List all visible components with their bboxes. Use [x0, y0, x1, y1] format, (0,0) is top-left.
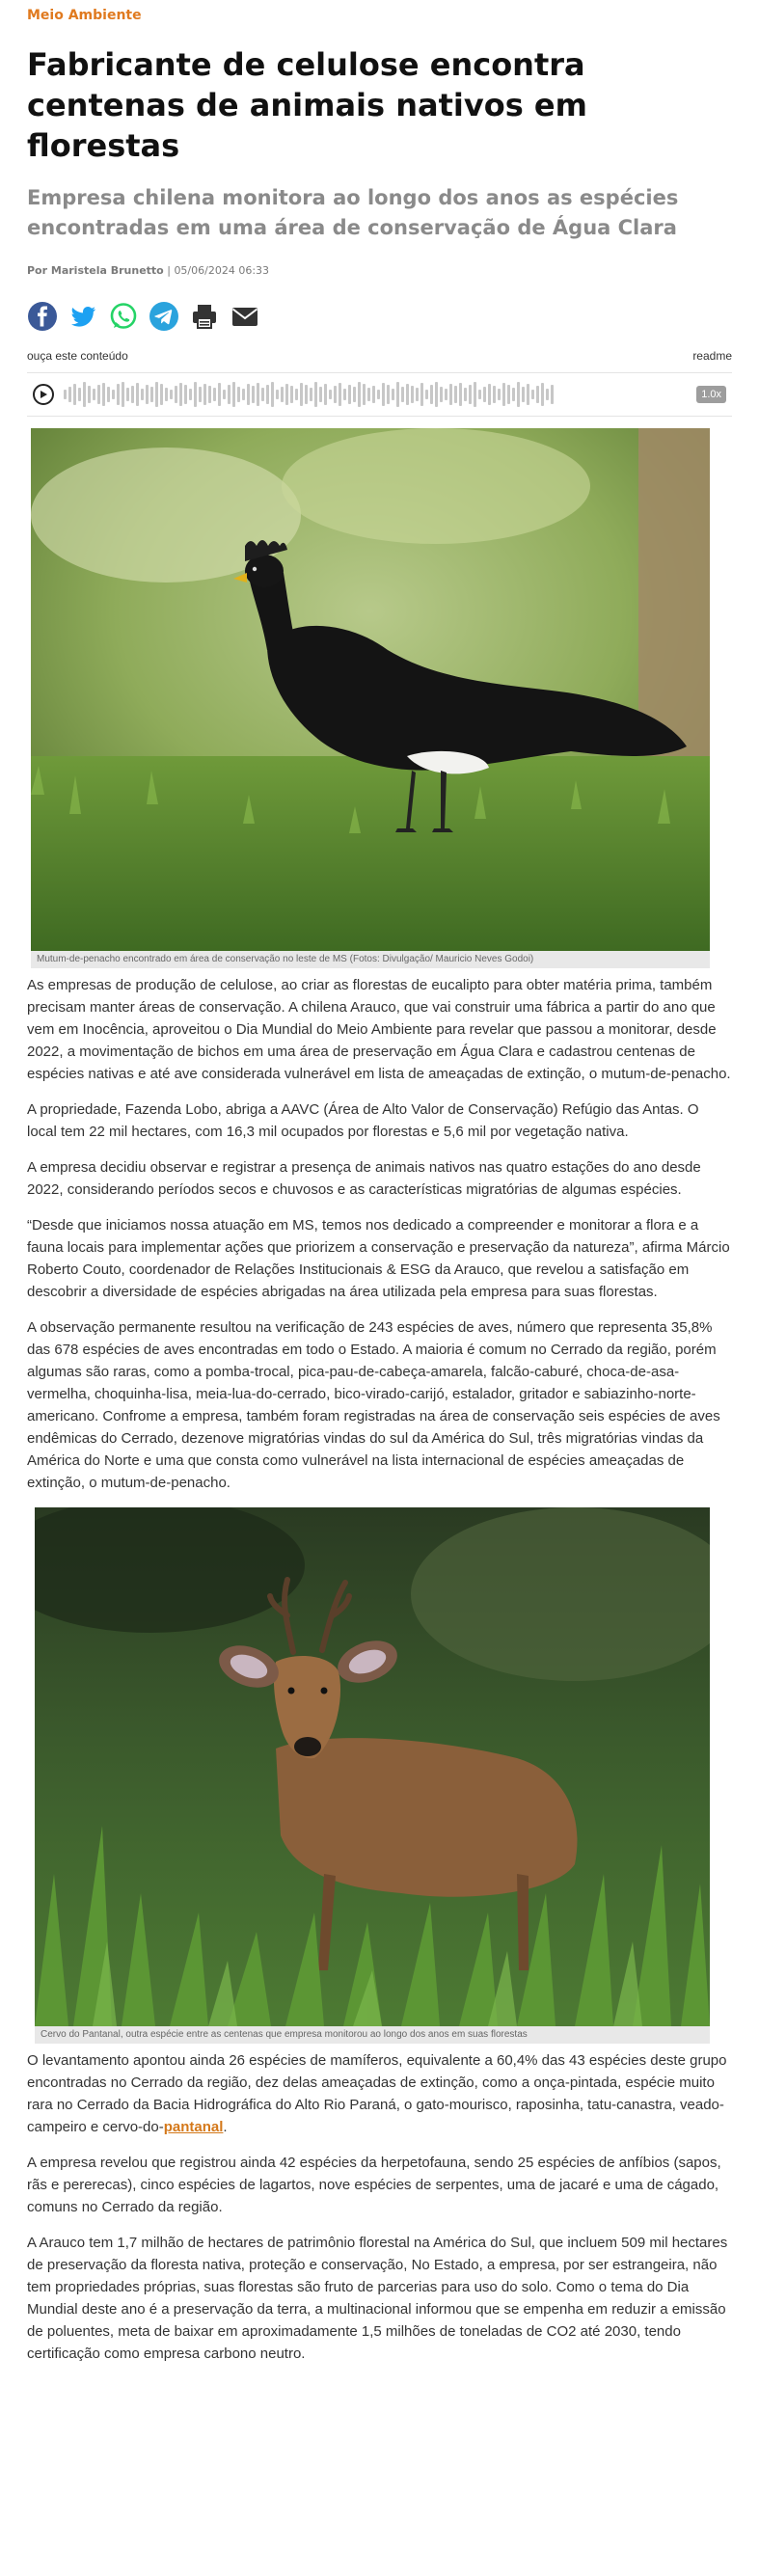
waveform-bar — [536, 386, 539, 403]
play-button[interactable] — [33, 384, 54, 405]
waveform-bar — [517, 382, 520, 407]
waveform-bar — [527, 384, 529, 405]
pantanal-link[interactable]: pantanal — [163, 2119, 224, 2135]
figure-deer — [35, 1507, 710, 2044]
waveform-bar — [367, 388, 370, 401]
twitter-icon[interactable] — [68, 301, 98, 332]
waveform-bar — [184, 385, 187, 404]
waveform-bar — [247, 384, 250, 405]
waveform-bar — [363, 384, 366, 405]
waveform-bar — [199, 387, 202, 402]
waveform-bar — [232, 382, 235, 407]
article-headline: Fabricante de celulose encontra centenas de animais nativos em florestas — [27, 46, 587, 164]
waveform-bar — [469, 385, 472, 404]
waveform-bar — [141, 389, 144, 400]
waveform-bar — [310, 388, 312, 401]
waveform-bar — [319, 387, 322, 402]
waveform-bar — [223, 390, 226, 399]
figure-bird — [31, 428, 710, 968]
telegram-icon[interactable] — [149, 301, 179, 332]
waveform-bar — [474, 382, 476, 407]
waveform-bar — [237, 387, 240, 402]
waveform-bar — [73, 384, 76, 405]
waveform-bar — [435, 382, 438, 407]
article-paragraph: A empresa decidiu observar e registrar a presença de animais nativos nas quatro estações do ano desde 2022, considerando períodos secos e chuvosos e as características migratórias de algumas espécies. — [27, 1159, 701, 1198]
waveform-bar — [160, 384, 163, 405]
waveform-bar — [541, 383, 544, 406]
waveform-bar — [372, 386, 375, 403]
waveform-bar — [213, 388, 216, 401]
article-paragraph: A propriedade, Fazenda Lobo, abriga a AAVC (Área de Alto Valor de Conservação) Refúgio das Antas. O local tem 22 mil hectares, com 16,3 mil ocupados por florestas e 5,6 mil por vegetação nativa. — [27, 1101, 699, 1140]
waveform-bar — [170, 390, 173, 399]
waveform-bar — [112, 390, 115, 399]
byline — [27, 264, 732, 280]
waveform-bar — [208, 386, 211, 403]
waveform-bar — [522, 387, 525, 402]
waveform-bar — [68, 387, 71, 402]
waveform-bar — [382, 383, 385, 406]
waveform-bar — [478, 390, 481, 399]
readme-brand[interactable]: readme — [692, 349, 732, 363]
waveform-bar — [189, 389, 192, 400]
waveform-bar — [411, 386, 414, 403]
byline-separator: | — [163, 264, 175, 277]
waveform-bar — [430, 385, 433, 404]
facebook-icon[interactable] — [27, 301, 58, 332]
waveform-bar — [392, 389, 394, 400]
email-icon[interactable] — [230, 301, 260, 332]
share-bar — [27, 299, 732, 334]
waveform-bar — [242, 389, 245, 400]
waveform-bar — [165, 388, 168, 401]
waveform-bar — [416, 388, 419, 401]
waveform-bar — [425, 390, 428, 399]
waveform-bar — [276, 390, 279, 399]
play-icon — [39, 390, 48, 399]
waveform-bar — [175, 386, 177, 403]
category-label[interactable]: Meio Ambiente — [27, 8, 142, 23]
waveform-bar — [401, 387, 404, 402]
waveform-bar — [107, 387, 110, 402]
waveform-bar — [88, 386, 91, 403]
waveform-bar — [131, 386, 134, 403]
waveform-bar — [102, 383, 105, 406]
waveform-bar — [146, 385, 149, 404]
bird-photo — [31, 428, 710, 951]
waveform-bar — [324, 384, 327, 405]
waveform-bar — [334, 386, 337, 403]
waveform-bar — [464, 388, 467, 401]
waveform-bar — [194, 382, 197, 407]
waveform-bar — [218, 383, 221, 406]
waveform-bar — [150, 387, 153, 402]
waveform-bar — [502, 383, 505, 406]
waveform-bar — [343, 389, 346, 400]
waveform-bar — [454, 386, 457, 403]
publish-date: 05/06/2024 06:33 — [174, 264, 270, 277]
waveform-bar — [285, 384, 288, 405]
waveform-bar — [155, 382, 158, 407]
waveform-bar — [64, 390, 67, 399]
waveform-bar — [295, 389, 298, 400]
waveform-bar — [483, 387, 486, 402]
waveform-bar — [203, 384, 206, 405]
waveform-bar — [551, 385, 554, 404]
waveform-bar — [252, 386, 255, 403]
waveform-bar — [459, 383, 462, 406]
figure-caption: Cervo do Pantanal, outra espécie entre as centenas que empresa monitorou ao longo dos anos em suas florestas — [35, 2026, 710, 2044]
waveform-bar — [290, 386, 293, 403]
waveform-bar — [507, 385, 510, 404]
waveform-bar — [281, 387, 284, 402]
playback-speed-button[interactable]: 1.0x — [696, 386, 726, 403]
article-paragraph: A empresa revelou que registrou ainda 42 espécies da herpetofauna, sendo 25 espécies de anfíbios (sapos, rãs e pererecas), cinco espécies de lagartos, nove espécies de serpentes, uma de jacaré e uma de cágado, comuns no Cerrado da região. — [27, 2155, 721, 2215]
waveform-bar — [353, 387, 356, 402]
waveform-bar — [498, 389, 501, 400]
waveform-bar — [377, 390, 380, 399]
article-paragraph: As empresas de produção de celulose, ao criar as florestas de eucalipto para obter matéria prima, também precisam manter áreas de conservação. A chilena Arauco, que vai construir uma fábrica a partir do ano que vem em Inocência, aproveitou o Dia Mundial do Meio Ambiente para revelar que passou a monitorar, desde 2022, a movimentação de bichos em uma área de preservação em Água Clara e cadastrou centenas de espécies nativas e até ave considerada vulnerável em lista de ameaçadas de extinção, o mutum-de-penacho. — [27, 977, 731, 1082]
waveform-bar — [348, 385, 351, 404]
waveform-bar — [396, 382, 399, 407]
waveform-bar — [300, 383, 303, 406]
audio-waveform[interactable] — [64, 381, 687, 408]
article-paragraph: A observação permanente resultou na verificação de 243 espécies de aves, número que representa 35,8% das 678 espécies de aves encontradas em todo o Estado. A maioria é comum no Cerrado da região, porém algumas são raras, como a pomba-trocal, pica-pau-de-cabeça-amarela, falcão-caburé, choca-de-asa-vermelha, choquinha-lisa, meia-lua-do-cerrado, bico-virado-carijó, estalador, gritador e sabiazinho-norte-americano. Confrome a empresa, também foram registradas na área de conservação seis espécies de aves endêmicas do Cerrado, dezenove migratórias vindas do sul da América do Sul, três migratórias vindas da América do Norte e uma que consta como vulnerável na lista internacional de espécies ameaçadas de extinção, o mutum-de-penacho. — [27, 1319, 720, 1491]
waveform-bar — [546, 389, 549, 400]
waveform-bar — [305, 385, 308, 404]
waveform-bar — [271, 382, 274, 407]
article-paragraph — [27, 2049, 731, 2138]
audio-header — [27, 349, 732, 365]
waveform-bar — [329, 390, 332, 399]
whatsapp-icon[interactable] — [108, 301, 139, 332]
waveform-bar — [449, 384, 452, 405]
waveform-bar — [257, 383, 259, 406]
paragraph-text: O levantamento apontou ainda 26 espécies de mamíferos, equivalente a 60,4% das 43 espécies deste grupo encontradas no Cerrado da região, dez delas ameaçadas de extinção, como a onça-pintada, espécie muito rara no Cerrado da Bacia Hidrográfica do Alto Rio Paraná, o gato-mourisco, raposinha, tatu-canastra, veado-campeiro e cervo-do- — [27, 2052, 727, 2135]
waveform-bar — [83, 382, 86, 407]
waveform-bar — [97, 385, 100, 404]
waveform-bar — [512, 388, 515, 401]
waveform-bar — [122, 382, 124, 407]
waveform-bar — [440, 387, 443, 402]
waveform-bar — [266, 385, 269, 404]
waveform-bar — [531, 390, 534, 399]
author-name: Por Maristela Brunetto — [27, 264, 164, 277]
deer-photo — [35, 1507, 710, 2026]
waveform-bar — [179, 383, 182, 406]
article-paragraph: A Arauco tem 1,7 milhão de hectares de patrimônio florestal na América do Sul, que incluem 509 mil hectares de preservação da floresta nativa, proteção e conservação, No Estado, a empresa, por ser estrangeira, não tem propriedades próprias, suas florestas são fruto de parcerias para uso do solo. Como o tema do Dia Mundial deste ano é a preservação da terra, a multinacional informou que se empenha em reduzir a emissão de poluentes, meta de baixar em aproximadamente 1,5 milhões de toneladas de CO2 até 2030, tendo certificação como empresa carbono neutro. — [27, 2235, 728, 2362]
waveform-bar — [261, 388, 264, 401]
paragraph-end: . — [223, 2119, 228, 2135]
article-paragraph: “Desde que iniciamos nossa atuação em MS, temos nos dedicado a compreender e monitorar a flora e a fauna locais para implementar ações que priorizem a conservação e preservação da natureza”, afirma Márcio Roberto Couto, coordenador de Relações Institucionais & ESG da Arauco, que revelou a satisfação em descobrir a diversidade de espécies abrigadas na área utilizada pela empresa para suas florestas. — [27, 1217, 730, 1300]
waveform-bar — [136, 383, 139, 406]
waveform-bar — [126, 388, 129, 401]
waveform-bar — [93, 389, 95, 400]
waveform-bar — [387, 385, 390, 404]
waveform-bar — [493, 386, 496, 403]
figure-caption: Mutum-de-penacho encontrado em área de conservação no leste de MS (Fotos: Divulgação/ Mauricio Neves Godoi) — [31, 951, 710, 968]
waveform-bar — [117, 384, 120, 405]
waveform-bar — [488, 384, 491, 405]
waveform-bar — [445, 389, 447, 400]
print-icon[interactable] — [189, 301, 220, 332]
audio-player — [27, 372, 732, 417]
waveform-bar — [420, 383, 423, 406]
waveform-bar — [78, 388, 81, 401]
waveform-bar — [406, 384, 409, 405]
waveform-bar — [339, 383, 341, 406]
waveform-bar — [228, 385, 230, 404]
waveform-bar — [358, 382, 361, 407]
listen-label: ouça este conteúdo — [27, 349, 128, 363]
waveform-bar — [314, 382, 317, 407]
article-subtitle: Empresa chilena monitora ao longo dos anos as espécies encontradas em uma área de conservação de Água Clara — [27, 186, 679, 239]
